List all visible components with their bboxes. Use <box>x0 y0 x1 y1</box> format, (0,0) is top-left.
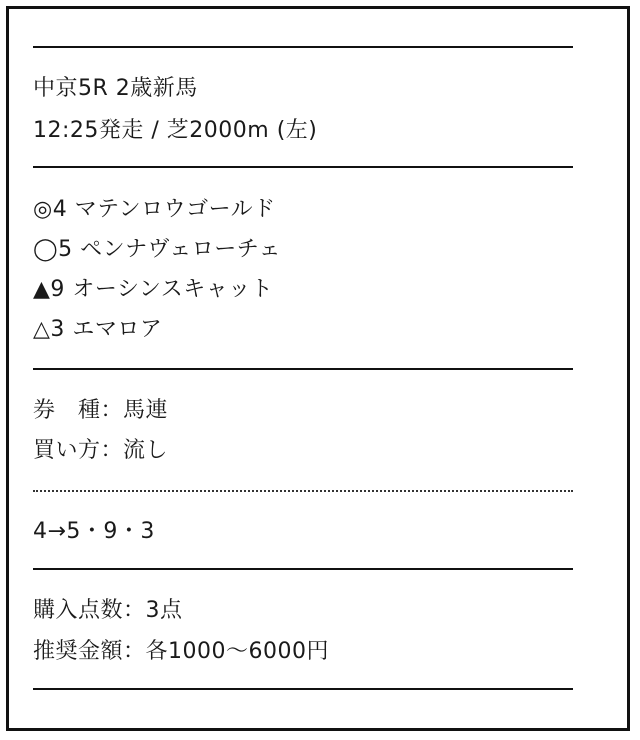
recommended-amount: 推奨金額：各1000〜6000円 <box>33 639 329 664</box>
bet-method: 買い方：流し <box>33 438 169 463</box>
dotted-divider <box>33 490 573 492</box>
pick-tanana: ▲9 オーシンスキャット <box>33 277 274 302</box>
pick-honmei: ◎4 マテンロウゴールド <box>33 197 276 222</box>
race-details: 12:25発走 / 芝2000m (左) <box>33 118 318 143</box>
bet-type: 券 種：馬連 <box>33 398 169 423</box>
divider <box>33 166 573 168</box>
ticket-frame <box>6 6 630 731</box>
divider <box>33 46 573 48</box>
divider <box>33 568 573 570</box>
pick-taikou: ◯5 ペンナヴェローチェ <box>33 237 282 262</box>
race-name: 中京5R 2歳新馬 <box>33 76 198 101</box>
divider <box>33 368 573 370</box>
purchase-points: 購入点数：3点 <box>33 598 183 623</box>
pick-renka: △3 エマロア <box>33 317 163 342</box>
bet-combination: 4→5・9・3 <box>33 519 155 544</box>
divider <box>33 688 573 690</box>
